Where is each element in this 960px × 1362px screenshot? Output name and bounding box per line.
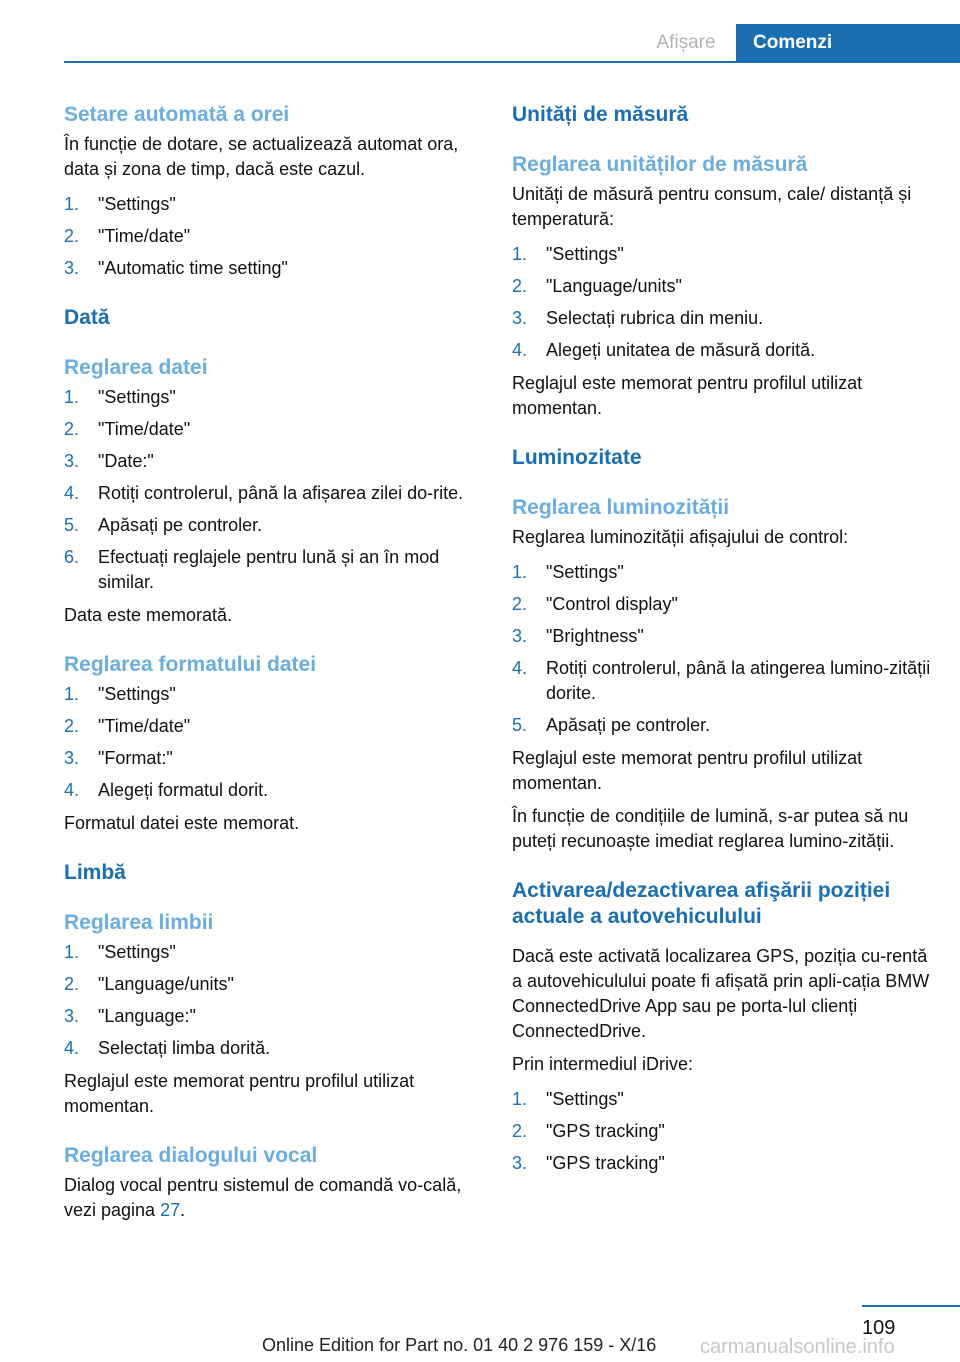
header-tab-afisare[interactable]: Afișare	[656, 32, 716, 53]
step-item	[64, 449, 478, 474]
step-text: "Language/units"	[546, 276, 682, 296]
step-number: 3.	[512, 626, 528, 646]
step-text: "GPS tracking"	[546, 1153, 665, 1173]
step-text: "Language/units"	[98, 974, 234, 994]
step-item	[64, 940, 478, 965]
heading-reglarea-dialogului: Reglarea dialogului vocal	[64, 1144, 318, 1167]
step-text: "Time/date"	[98, 716, 191, 736]
step-item	[64, 385, 478, 410]
step-text: "Settings"	[546, 562, 624, 582]
step-text: Rotiți controlerul, până la afișarea zilei do-rite.	[98, 483, 464, 503]
step-text: "Automatic time setting"	[98, 258, 288, 278]
step-text: "GPS tracking"	[546, 1121, 665, 1141]
heading-reglarea-unitatilor: Reglarea unităților de măsură	[512, 153, 808, 176]
step-item	[512, 1151, 932, 1176]
heading-luminozitate: Luminozitate	[512, 446, 642, 469]
step-number: 2.	[64, 974, 80, 994]
step-item	[64, 513, 478, 538]
paragraph: Data este memorată.	[64, 605, 233, 625]
step-text: "Settings"	[98, 684, 176, 704]
step-number: 2.	[512, 594, 528, 614]
paragraph: Prin intermediul iDrive:	[512, 1054, 694, 1074]
step-item	[64, 256, 478, 281]
step-item	[64, 545, 478, 595]
step-item	[64, 1004, 478, 1029]
step-item	[64, 417, 478, 442]
paragraph: Reglajul este memorat pentru profilul utilizat momentan.	[512, 373, 863, 418]
steps-list	[64, 682, 478, 803]
steps-list	[512, 1087, 932, 1176]
steps-list	[512, 242, 932, 363]
paragraph: Dacă este activată localizarea GPS, poziția cu-rentă a autovehiculului poate fi afișată prin apli-cația BMW ConnectedDrive App sau pe porta-lul clienți ConnectedDrive.	[512, 946, 930, 1041]
step-number: 2.	[64, 226, 80, 246]
step-number: 1.	[64, 942, 80, 962]
step-item	[64, 714, 478, 739]
heading-reglarea-limbii: Reglarea limbii	[64, 911, 214, 934]
step-item	[64, 1036, 478, 1061]
heading-activarea-gps: Activarea/dezactivarea afişării poziției actuale a autovehiculului	[512, 879, 891, 928]
right-column	[512, 102, 932, 1184]
step-text: "Settings"	[98, 942, 176, 962]
heading-data: Dată	[64, 306, 110, 329]
step-text: Alegeți unitatea de măsură dorită.	[546, 340, 816, 360]
step-item	[512, 1087, 932, 1112]
heading-reglarea-datei: Reglarea datei	[64, 356, 208, 379]
step-number: 3.	[512, 308, 528, 328]
step-text: Alegeți formatul dorit.	[98, 780, 269, 800]
step-number: 2.	[512, 1121, 528, 1141]
step-text: "Settings"	[98, 387, 176, 407]
paragraph	[64, 1173, 478, 1223]
step-item	[64, 746, 478, 771]
step-item	[64, 778, 478, 803]
step-text: Selectați rubrica din meniu.	[546, 308, 764, 328]
step-item	[512, 624, 932, 649]
step-number: 1.	[512, 1089, 528, 1109]
step-number: 5.	[64, 515, 80, 535]
step-text: Rotiți controlerul, până la atingerea lumino-zității dorite.	[546, 658, 931, 703]
step-text: Efectuați reglajele pentru lună și an în mod similar.	[98, 547, 440, 592]
step-number: 4.	[64, 780, 80, 800]
footer-edition: Online Edition for Part no. 01 40 2 976 159 - X/16	[262, 1335, 657, 1355]
step-item	[512, 338, 932, 363]
page-link[interactable]: 27	[160, 1200, 181, 1220]
step-text: "Time/date"	[98, 419, 191, 439]
heading-reglarea-formatului: Reglarea formatului datei	[64, 653, 317, 676]
heading-reglarea-luminozitatii: Reglarea luminozității	[512, 496, 730, 519]
steps-list	[512, 560, 932, 738]
step-text: "Date:"	[98, 451, 154, 471]
step-text: "Settings"	[98, 194, 176, 214]
step-item	[64, 972, 478, 997]
step-number: 4.	[64, 483, 80, 503]
step-number: 2.	[512, 276, 528, 296]
step-text: Apăsați pe controler.	[546, 715, 711, 735]
step-item	[512, 1119, 932, 1144]
step-text: Apăsați pe controler.	[98, 515, 263, 535]
step-number: 2.	[64, 419, 80, 439]
step-number: 3.	[64, 1006, 80, 1026]
step-text: "Brightness"	[546, 626, 644, 646]
step-number: 1.	[512, 244, 528, 264]
heading-unitati: Unități de măsură	[512, 103, 689, 126]
paragraph: În funcție de condițiile de lumină, s-ar putea să nu puteți recunoaște imediat reglarea lumino-zității.	[512, 806, 909, 851]
step-item	[64, 481, 478, 506]
footer-watermark: carmanualsonline.info	[700, 1336, 895, 1358]
step-number: 3.	[512, 1153, 528, 1173]
paragraph: Reglajul este memorat pentru profilul utilizat momentan.	[512, 748, 863, 793]
step-text: "Control display"	[546, 594, 678, 614]
step-item	[512, 713, 932, 738]
step-number: 3.	[64, 258, 80, 278]
step-text: Selectați limba dorită.	[98, 1038, 271, 1058]
step-item	[512, 274, 932, 299]
paragraph-end: .	[180, 1200, 186, 1220]
step-item	[512, 592, 932, 617]
step-text: "Settings"	[546, 244, 624, 264]
paragraph-text: Dialog vocal pentru sistemul de comandă vo-cală, vezi pagina	[64, 1175, 462, 1220]
step-item	[512, 656, 932, 706]
header-rule	[64, 61, 960, 63]
step-item	[64, 192, 478, 217]
step-number: 5.	[512, 715, 528, 735]
heading-limba: Limbă	[64, 861, 126, 884]
page-number: 109	[862, 1317, 896, 1339]
paragraph: Unități de măsură pentru consum, cale/ distanță și temperatură:	[512, 184, 912, 229]
paragraph: În funcție de dotare, se actualizează automat ora, data și zona de timp, dacă este cazul.	[64, 134, 459, 179]
paragraph: Formatul datei este memorat.	[64, 813, 300, 833]
step-number: 4.	[64, 1038, 80, 1058]
left-column	[64, 102, 478, 1231]
step-number: 3.	[64, 748, 80, 768]
steps-list	[64, 385, 478, 595]
step-number: 1.	[64, 684, 80, 704]
step-number: 1.	[64, 194, 80, 214]
step-number: 3.	[64, 451, 80, 471]
step-number: 1.	[512, 562, 528, 582]
step-text: "Format:"	[98, 748, 173, 768]
steps-list	[64, 940, 478, 1061]
steps-list	[64, 192, 478, 281]
step-number: 4.	[512, 658, 528, 678]
paragraph: Reglarea luminozității afișajului de control:	[512, 527, 849, 547]
step-number: 6.	[64, 547, 80, 567]
footer-rule	[862, 1305, 960, 1307]
step-number: 1.	[64, 387, 80, 407]
step-text: "Settings"	[546, 1089, 624, 1109]
step-text: "Language:"	[98, 1006, 196, 1026]
step-text: "Time/date"	[98, 226, 191, 246]
step-number: 4.	[512, 340, 528, 360]
step-item	[512, 306, 932, 331]
step-number: 2.	[64, 716, 80, 736]
header-tab-comenzi[interactable]: Comenzi	[736, 24, 960, 61]
step-item	[512, 560, 932, 585]
step-item	[512, 242, 932, 267]
paragraph: Reglajul este memorat pentru profilul utilizat momentan.	[64, 1071, 415, 1116]
step-item	[64, 682, 478, 707]
step-item	[64, 224, 478, 249]
heading-setare-automata: Setare automată a orei	[64, 103, 290, 126]
